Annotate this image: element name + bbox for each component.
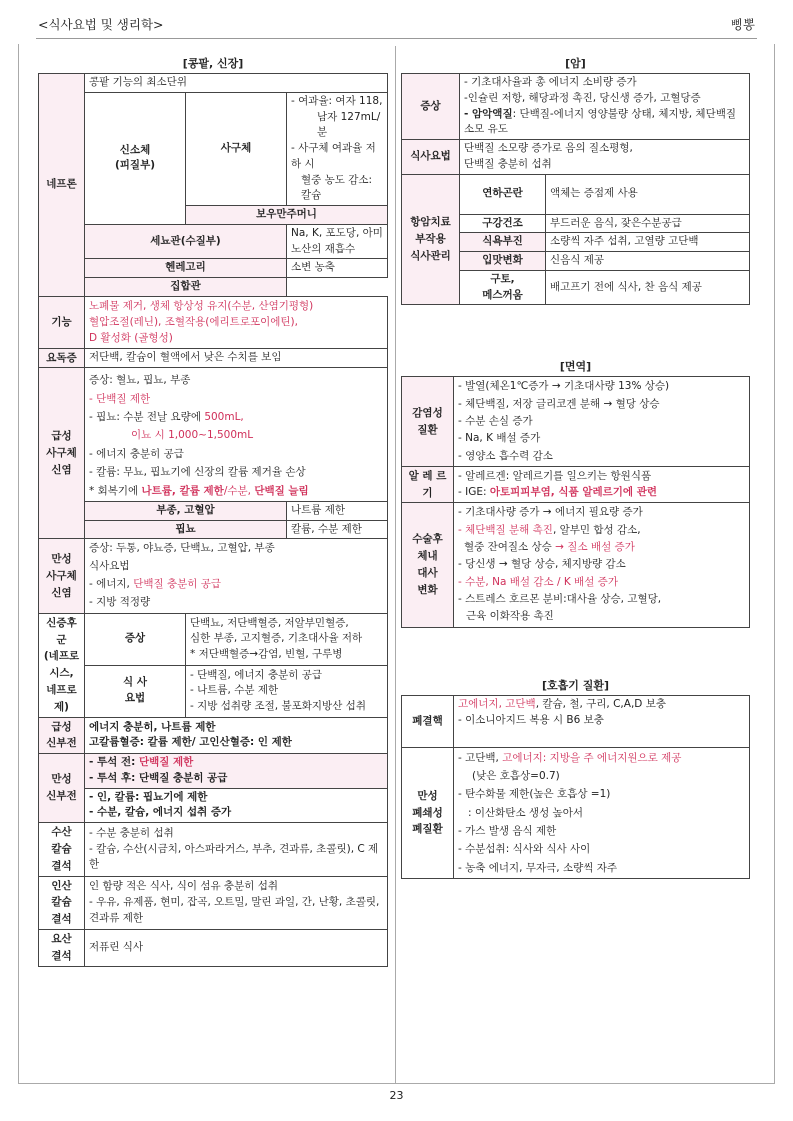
agn-label: 급성 사구체 신염 <box>39 368 85 539</box>
anticancer-val-2: 소량씩 자주 섭취, 고열량 고단백 <box>546 233 750 252</box>
nephrotic-label: 신증후군 (네프로 시스, 네프로제) <box>39 613 85 717</box>
copd-1a: - 고단백, <box>458 751 503 764</box>
anticancer-val-4: 배고프기 전에 식사, 찬 음식 제공 <box>546 270 750 305</box>
postop-7: 근육 이화작용 촉진 <box>466 610 554 623</box>
copd-1b: 고에너지: 지방을 주 에너지원으로 제공 <box>502 751 682 764</box>
uric-label: 요산 결석 <box>39 930 85 967</box>
tb-2: - 이소니아지드 복용 시 B6 보충 <box>458 714 604 727</box>
cgn-line-1: 증상: 두통, 야뇨증, 단백뇨, 고혈압, 부종 <box>89 542 275 555</box>
nephrotic-sym-1: 단백뇨, 저단백혈증, 저알부민혈증, <box>190 616 349 629</box>
uric-line-1: 저퓨린 식사 <box>85 930 388 967</box>
header-right: 삥뽕 <box>730 17 755 32</box>
agn-row2-val: 칼륨, 수분 제한 <box>287 520 388 539</box>
nephrotic-diet-1: - 단백질, 에너지 충분히 공급 <box>190 668 323 681</box>
cancer-sym-3b: : 단백질-에너지 영양불량 상태, 체지방, 체단백질 소모 유도 <box>464 107 736 136</box>
anticancer-val-0: 액체는 증점제 사용 <box>546 174 750 214</box>
nephron-label: 네프론 <box>39 74 85 297</box>
agn-line-3a: - 핍뇨: 수분 전날 요량에 <box>89 411 205 424</box>
tubule: 세뇨관(수질부) <box>85 224 287 259</box>
anticancer-key-0: 연하곤란 <box>460 174 546 214</box>
arf-line-2: 고칼륨혈증: 칼륨 제한/ 고인산혈증: 인 제한 <box>89 736 292 749</box>
allergy-2b: 아토피피부염, 식품 알레르기에 관련 <box>489 485 657 498</box>
postop-1: - 기초대사량 증가 → 에너지 필요량 증가 <box>458 506 643 519</box>
nephrotic-diet-2: - 나트륨, 수분 제한 <box>190 684 279 697</box>
allergy-1: - 알레르겐: 알레르기를 일으키는 항원식품 <box>458 469 652 482</box>
agn-line-7a: * 회복기에 <box>89 484 142 497</box>
cgn-line-2: 식사요법 <box>89 560 130 573</box>
glomerulus: 사구체 <box>186 92 287 205</box>
infection-3: - 수분 손실 증가 <box>458 414 533 427</box>
uremia-text: 저단백, 칼슘이 혈액에서 낮은 수치를 보임 <box>85 348 388 368</box>
kidney-table <box>38 73 388 967</box>
agn-line-2: - 단백질 제한 <box>89 392 151 405</box>
cancer-table <box>401 73 750 305</box>
function-line-2: 혈압조절(레닌), 조혈작용(에리트로포이에틴), <box>89 316 298 329</box>
nephrotic-sym-label: 증상 <box>85 613 186 665</box>
cancer-sym-1: - 기초대사율과 총 에너지 소비량 증가 <box>464 76 637 88</box>
cgn-label: 만성 사구체 신염 <box>39 539 85 613</box>
nephrotic-diet-label: 식 사 요법 <box>85 665 186 717</box>
infection-2: - 체단백질, 저장 글리코겐 분해 → 혈당 상승 <box>458 397 660 410</box>
glom-text-2: 남자 127mL/분 <box>317 110 381 139</box>
arf-line-3a: - 투석 전: <box>89 756 139 769</box>
henle-text: 소변 농축 <box>287 259 388 278</box>
page-number: 23 <box>389 1089 404 1102</box>
crf-label: 만성 신부전 <box>39 754 85 823</box>
tb-1a: 고에너지, 고단백 <box>458 698 536 711</box>
agn-line-6: - 칼륨: 무뇨, 핍뇨기에 신장의 칼륨 제거율 손상 <box>89 466 306 479</box>
agn-line-7c: /수분, <box>223 484 255 497</box>
copd-6: - 수분섭취: 식사와 식사 사이 <box>458 843 591 856</box>
agn-row2-key: 핍뇨 <box>85 520 287 539</box>
anticancer-key-1: 구강건조 <box>460 214 546 233</box>
postop-2b: , 알부민 합성 감소, <box>552 523 641 536</box>
anticancer-key-2: 식욕부진 <box>460 233 546 252</box>
cancer-sym-2: -인슐린 저항, 해당과정 촉진, 당신생 증가, 고혈당증 <box>464 91 701 104</box>
tb-1b: , 칼슘, 철, 구리, C,A,D 보충 <box>535 698 667 711</box>
crf-line-1: - 인, 칼륨: 핍뇨기에 제한 <box>89 790 208 803</box>
bowman-capsule: 보우만주머니 <box>186 206 388 225</box>
copd-7: - 농축 에너지, 무자극, 소량씩 자주 <box>458 861 618 874</box>
postop-3b: → 질소 배설 증가 <box>555 541 635 554</box>
column-divider <box>395 46 396 1084</box>
anticancer-val-3: 신음식 제공 <box>546 252 750 271</box>
cancer-diet-2: 단백질 충분히 섭취 <box>464 157 552 170</box>
agn-line-1: 증상: 혈뇨, 핍뇨, 부종 <box>89 374 191 387</box>
anticancer-key-4: 구토, 메스꺼움 <box>460 270 546 305</box>
copd-label: 만성 폐쇄성 폐질환 <box>402 747 454 879</box>
infection-5: - 영양소 흡수력 감소 <box>458 449 553 462</box>
allergy-label: 알 레 르 기 <box>402 466 454 503</box>
collecting-duct: 집합관 <box>85 278 287 297</box>
kidney-title: [콩팥, 신장] <box>182 57 244 70</box>
anticancer-label: 항암치료 부작용 식사관리 <box>402 174 460 305</box>
header-left: <식사요법 및 생리학> <box>38 17 164 32</box>
arf-label: 급성 신부전 <box>39 717 85 754</box>
arf-line-3b: 단백질 제한 <box>138 756 194 769</box>
function-line-1: 노폐물 제거, 생체 항상성 유지(수분, 산염기평형) <box>89 299 314 312</box>
nephron-unit: 콩팥 기능의 최소단위 <box>85 74 388 93</box>
function-line-3: D 활성화 (골형성) <box>89 332 173 345</box>
infection-label: 감염성 질환 <box>402 377 454 467</box>
postop-5: - 수분, Na 배설 감소 / K 배설 증가 <box>458 575 618 588</box>
agn-line-7b: 나트륨, 칼륨 제한 <box>141 484 224 497</box>
cancer-diet-label: 식사요법 <box>402 140 460 175</box>
allergy-2a: - IGE: <box>458 485 490 498</box>
cgn-line-3b: 단백질 충분히 공급 <box>133 578 222 591</box>
right-column <box>401 54 750 879</box>
glom-text-3: - 사구체 여과율 저하 시 <box>291 142 376 170</box>
copd-3: - 탄수화물 제한(높은 호흡상 =1) <box>458 788 611 801</box>
cancer-diet-1: 단백질 소모량 증가로 음의 질소평형, <box>464 142 633 154</box>
arf-line-1: 에너지 충분히, 나트륨 제한 <box>89 720 216 733</box>
arf-line-4: - 투석 후: 단백질 충분히 공급 <box>89 771 228 784</box>
nephrotic-sym-2: 심한 부종, 고지혈증, 기초대사율 저하 <box>190 632 363 645</box>
oxalate-line-2: - 칼슘, 수산(시금치, 아스파라거스, 부추, 견과류, 초콜릿), C 제한 <box>89 842 379 871</box>
anticancer-key-3: 입맛변화 <box>460 252 546 271</box>
postop-4: - 당신생 → 혈당 상승, 체지방량 감소 <box>458 558 626 571</box>
agn-line-3b: 500mL, <box>204 411 244 424</box>
cgn-line-4: - 지방 적정량 <box>89 596 151 608</box>
anticancer-val-1: 부드러운 음식, 잦은수분공급 <box>546 214 750 233</box>
copd-4: : 이산화탄소 생성 높아서 <box>468 806 583 819</box>
tubule-text: Na, K, 포도당, 아미노산의 재흡수 <box>287 224 388 259</box>
phosphate-label: 인산 칼슘 결석 <box>39 876 85 929</box>
agn-line-5: - 에너지 충분히 공급 <box>89 447 184 460</box>
agn-line-7d: 단백질 늘림 <box>254 484 309 497</box>
cgn-line-3a: - 에너지, <box>89 578 134 591</box>
cancer-sym-label: 증상 <box>402 74 460 140</box>
function-label: 기능 <box>39 296 85 348</box>
infection-4: - Na, K 배설 증가 <box>458 432 541 445</box>
postop-2a: - 체단백질 분해 촉진 <box>458 523 553 536</box>
cancer-title: [암] <box>565 57 586 70</box>
tb-label: 폐결핵 <box>402 695 454 747</box>
agn-row1-val: 나트륨 제한 <box>287 501 388 520</box>
page-header <box>38 16 755 34</box>
cancer-sym-3a: - 암악액질 <box>464 107 513 120</box>
infection-1: - 발열(체온1℃증가 → 기초대사량 13% 상승) <box>458 380 670 393</box>
crf-line-2: - 수분, 칼슘, 에너지 섭취 증가 <box>89 806 232 819</box>
renal-corpuscle: 신소체 (피질부) <box>85 92 186 224</box>
agn-line-4: 이뇨 시 1,000~1,500mL <box>131 429 254 442</box>
oxalate-label: 수산 칼슘 결석 <box>39 823 85 876</box>
immune-table <box>401 376 750 627</box>
agn-row1-key: 부종, 고혈압 <box>85 501 287 520</box>
resp-table <box>401 695 750 880</box>
left-column <box>38 54 388 967</box>
immune-title: [면역] <box>559 360 592 374</box>
uremia-label: 요독증 <box>39 348 85 368</box>
henle-loop: 헨레고리 <box>85 259 287 278</box>
postop-3a: 혈중 잔여질소 상승 <box>464 541 556 554</box>
postop-label: 수술후 체내 대사 변화 <box>402 503 454 627</box>
glom-text-1: - 여과율: 여자 118, <box>291 94 383 107</box>
glom-text-4: 혈중 농도 감소: 칼슘 <box>301 173 373 202</box>
copd-2: (낮은 호흡상=0.7) <box>472 769 560 782</box>
header-divider <box>36 38 757 39</box>
copd-5: - 가스 발생 음식 제한 <box>458 825 557 838</box>
oxalate-line-1: - 수분 충분히 섭취 <box>89 826 174 839</box>
postop-6: - 스트레스 호르몬 분비:대사율 상승, 고혈당, <box>458 592 662 605</box>
nephrotic-sym-3: * 저단백혈증→감염, 빈혈, 구루병 <box>190 648 343 661</box>
resp-title: [호흡기 질환] <box>541 678 609 692</box>
nephrotic-diet-3: - 지방 섭취량 조절, 불포화지방산 섭취 <box>190 700 366 713</box>
phosphate-line-1: 인 함량 적은 식사, 식이 섬유 충분히 섭취 <box>89 880 278 893</box>
phosphate-line-2: - 우유, 유제품, 현미, 잡곡, 오트밀, 말린 과일, 간, 난황, 초콜릿, 견과류 제한 <box>89 895 380 924</box>
